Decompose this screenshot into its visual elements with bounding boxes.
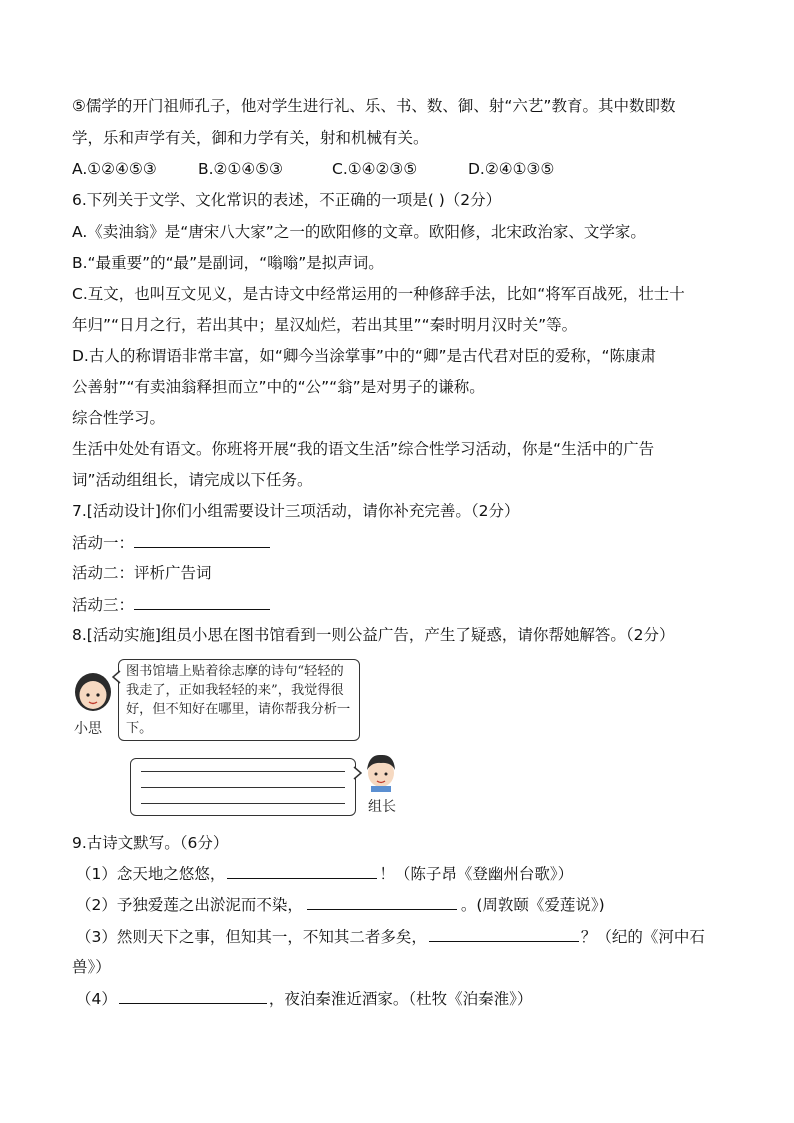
q7-activity-3-label: 活动三： bbox=[72, 596, 135, 614]
q9-item-3 bbox=[76, 925, 705, 948]
section-title: 综合性学习。 bbox=[72, 409, 166, 427]
q7-activity-1 bbox=[72, 531, 270, 554]
boy-avatar-icon bbox=[364, 752, 398, 792]
q5-option-b[interactable]: B.②①④⑤③ bbox=[198, 160, 284, 178]
section-intro-line1: 生活中处处有语文。你班将开展“我的语文生活”综合性学习活动，你是“生活中的广告 bbox=[72, 440, 655, 458]
answer-speech-bubble bbox=[130, 758, 356, 816]
q9-item-1-suffix: ！（陈子昂《登幽州台歌》） bbox=[379, 865, 574, 883]
q6-option-a[interactable]: A.《卖油翁》是“唐宋八大家”之一的欧阳修的文章。欧阳修，北宋政治家、文学家。 bbox=[72, 223, 646, 241]
q9-item-3-blank[interactable] bbox=[429, 925, 579, 942]
answer-line-2[interactable] bbox=[141, 787, 345, 788]
q7-activity-3 bbox=[72, 593, 270, 616]
q5-statement-5-line2: 学，乐和声学有关，御和力学有关，射和机械有关。 bbox=[72, 129, 429, 147]
q5-option-d[interactable]: D.②④①③⑤ bbox=[468, 160, 555, 178]
q7-activity-3-blank[interactable] bbox=[134, 593, 270, 610]
question-bubble-text: 图书馆墙上贴着徐志摩的诗句“轻轻的我走了，正如我轻轻的来”，我觉得很好，但不知好在哪里，请你帮我分析一下。 bbox=[126, 664, 351, 736]
answer-line-3[interactable] bbox=[141, 803, 345, 804]
answer-bubble-tail-icon bbox=[352, 766, 362, 780]
q9-stem: 9.古诗文默写。（6分） bbox=[72, 834, 229, 852]
q7-activity-1-blank[interactable] bbox=[134, 531, 270, 548]
q7-activity-1-label: 活动一： bbox=[72, 534, 135, 552]
student-name-label: 小思 bbox=[74, 721, 102, 737]
q8-stem: 8.[活动实施]组员小思在图书馆看到一则公益广告，产生了疑惑，请你帮她解答。（2分） bbox=[72, 626, 675, 644]
q6-option-c-line1[interactable]: C.互文，也叫互文见义，是古诗文中经常运用的一种修辞手法，比如“将军百战死，壮士十 bbox=[72, 285, 685, 303]
q9-item-2-blank[interactable] bbox=[307, 893, 457, 910]
q5-statement-5-line1: ⑤儒学的开门祖师孔子，他对学生进行礼、乐、书、数、御、射“六艺”教育。其中数即数 bbox=[72, 97, 676, 115]
q9-item-2-suffix: 。(周敦颐《爱莲说》) bbox=[460, 896, 605, 914]
q9-item-4-suffix: ，夜泊秦淮近酒家。（杜牧《泊秦淮》） bbox=[268, 990, 533, 1008]
q9-item-4-blank[interactable] bbox=[119, 987, 267, 1004]
q9-item-4-prefix: （4） bbox=[76, 990, 117, 1008]
q5-options bbox=[72, 158, 554, 180]
q6-stem: 6.下列关于文学、文化常识的表述，不正确的一项是( )（2分） bbox=[72, 191, 502, 209]
group-leader-label: 组长 bbox=[368, 799, 396, 815]
q5-option-c[interactable]: C.①④②③⑤ bbox=[332, 160, 418, 178]
q6-option-c-line2: 年归”“日月之行，若出其中；星汉灿烂，若出其里”“秦时明月汉时关”等。 bbox=[72, 316, 578, 334]
q7-stem: 7.[活动设计]你们小组需要设计三项活动，请你补充完善。（2分） bbox=[72, 502, 520, 520]
question-speech-bubble bbox=[118, 659, 360, 741]
q9-item-3-suffix: ？（纪的《河中石 bbox=[580, 928, 705, 946]
q9-item-3-continuation: 兽》） bbox=[72, 958, 111, 976]
q7-activity-2: 活动二：评析广告词 bbox=[72, 564, 212, 582]
q9-item-1 bbox=[76, 862, 573, 885]
section-intro-line2: 词”活动组组长，请完成以下任务。 bbox=[72, 471, 313, 489]
answer-line-1[interactable] bbox=[141, 771, 345, 772]
bubble-tail-icon bbox=[112, 670, 122, 684]
q6-option-d-line2: 公善射”“有卖油翁释担而立”中的“公”“翁”是对男子的谦称。 bbox=[72, 378, 485, 396]
q9-item-4 bbox=[76, 987, 532, 1010]
q9-item-1-prefix: （1）念天地之悠悠， bbox=[76, 865, 226, 883]
q5-option-a[interactable]: A.①②④⑤③ bbox=[72, 160, 157, 178]
q9-item-2-prefix: （2）予独爱莲之出淤泥而不染， bbox=[76, 896, 303, 914]
q8-dialogue-figure bbox=[68, 656, 408, 820]
q6-option-b[interactable]: B.“最重要”的“最”是副词，“嗡嗡”是拟声词。 bbox=[72, 254, 384, 272]
q6-option-d-line1[interactable]: D.古人的称谓语非常丰富，如“卿今当涂掌事”中的“卿”是古代君对臣的爱称，“陈康肃 bbox=[72, 347, 657, 365]
q9-item-2 bbox=[76, 893, 605, 916]
girl-avatar-icon bbox=[72, 670, 114, 714]
q9-item-3-prefix: （3）然则天下之事，但知其一，不知其二者多矣， bbox=[76, 928, 427, 946]
q9-item-1-blank[interactable] bbox=[227, 862, 377, 879]
